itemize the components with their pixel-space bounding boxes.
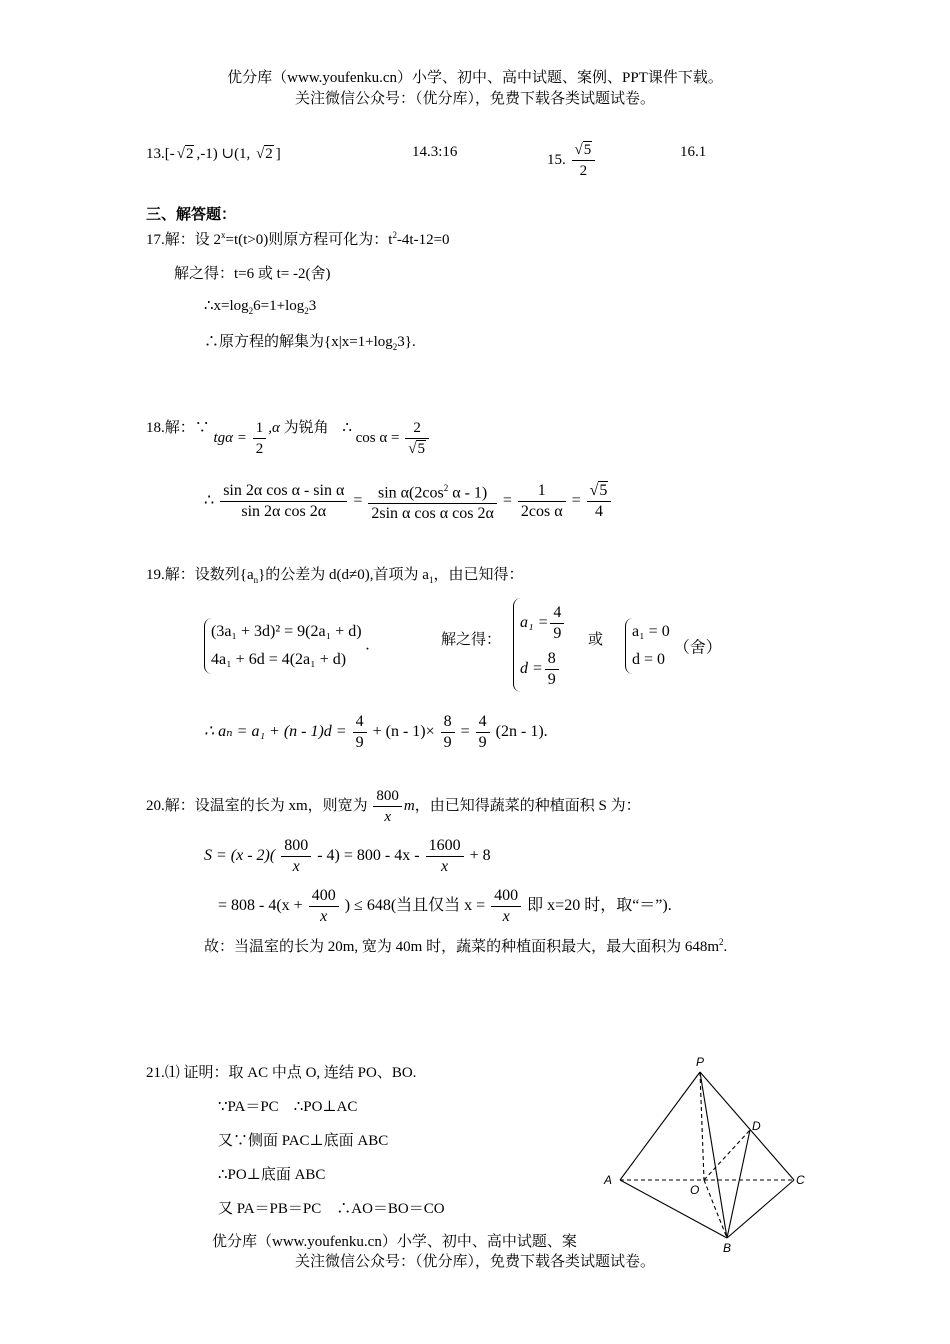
q21-line-4: ∴PO⊥底面 ABC [218, 1167, 326, 1183]
q21-line-2: ∵PA＝PC ∴PO⊥AC [218, 1099, 358, 1115]
label-B: B [723, 1241, 732, 1255]
q19-or: 或 [588, 632, 604, 648]
edge-AB [620, 1180, 727, 1238]
footer-line-1: 优分库（www.youfenku.cn）小学、初中、高中试题、案 [212, 1234, 577, 1250]
q21-line-5: 又 PA＝PB＝PC ∴AO＝BO＝CO [218, 1201, 445, 1217]
label-O: O [690, 1183, 700, 1197]
q19-general-term: ∴ aₙ = a₁ + (n - 1)d = $\frac{4}{9}$ + (n - 1)× $\frac{8}{9}$ = $\frac{4}{9}$ (2n - 1). [204, 713, 548, 751]
q17-line-4: ∴原方程的解集为$\{x|x=1+\log_23\}$. [204, 334, 416, 352]
answer-15: 15. $\frac{√5}{2}$ [547, 140, 597, 181]
label-D: D [752, 1119, 761, 1133]
q18-line-2: ∴ $\frac{\text{sin 2α cos α - sin α}}{\text{sin 2α cos 2α}}$ = $\frac{\sin \alpha(2\cos^2 \alpha - 1)}{\text{2sin α cos α cos 2α}}$ = $\frac{1}{\text{2cos α}}$ = $\frac{√5}{4}$ [204, 478, 613, 524]
label-P: P [696, 1055, 705, 1069]
footer-line-2: 关注微信公众号：（优分库），免费下载各类试题试卷。 [294, 1254, 655, 1270]
q17-line-3: $\therefore x=\log_26=1+\log_23$ [204, 298, 317, 316]
q20-conclusion: 故：当温室的长为 20m, 宽为 40m 时，蔬菜的种植面积最大，最大面积为 $648m^2$. [204, 937, 728, 955]
tetrahedron-figure [600, 1050, 810, 1260]
label-A: A [604, 1173, 613, 1187]
answer-13: 13.[- √2 ,-1) ∪(1, √2 ] [146, 146, 281, 162]
section-title: 三、解答题： [146, 207, 237, 223]
edge-PB [700, 1072, 727, 1238]
header-line-1: 优分库（www.youfenku.cn）小学、初中、高中试题、案例、PPT课件下载。 [227, 70, 723, 86]
answer-16: 16.1 [680, 144, 707, 160]
segment-PO-hidden [700, 1072, 704, 1180]
q19-solve-label: 解之得： [441, 632, 502, 648]
q21-line-1: 21.⑴ 证明：取 AC 中点 O, 连结 PO、BO. [146, 1065, 417, 1081]
q19-alt: a₁ = 0 d = 0 （舍） [625, 618, 722, 674]
edge-PA [620, 1072, 700, 1180]
q20-line-1: 20.解：设温室的长为 xm，则宽为 $\frac{800}{x}$ m，由已知得蔬菜的种植面积 S 为： [146, 788, 641, 825]
q20-line-3: = 808 - 4(x + $\frac{400}{x}$ ) ≤ 648(当且仅当 x = $\frac{400}{x}$ 即 x=20 时，取“＝”). [218, 887, 672, 925]
segment-OB-hidden [704, 1180, 727, 1238]
answer-14: 14.3:16 [412, 144, 458, 160]
q19-solution: a₁ = $\frac{4}{9}$ d = $\frac{8}{9}$ [513, 598, 566, 692]
edge-PC [700, 1072, 794, 1180]
q19-system: (3a₁ + 3d)² = 9(2a₁ + d) 4a₁ + 6d = 4(2a₁ + d) . [204, 618, 370, 674]
q19-line-1: 19.解：设数列$\{a_n\}$的公差为 d(d≠0),首项为 $a_1$，由已知得： [146, 567, 524, 585]
header-line-2: 关注微信公众号：（优分库），免费下载各类试题试卷。 [294, 91, 655, 107]
q20-line-2: S = (x - 2)( $\frac{800}{x}$ - 4) = 800 - 4x - $\frac{1600}{x}$ + 8 [204, 837, 491, 875]
q21-line-3: 又∵侧面 PAC⊥底面 ABC [218, 1133, 389, 1149]
q17-line-1: 17.解：设 $2^x=t(t>0)$则原方程可化为：$t^2-4t-12=0$ [146, 230, 450, 248]
q17-line-2: 解之得：t=6 或 t= -2(舍) [174, 266, 331, 282]
label-C: C [796, 1173, 805, 1187]
q18-line-1: 18.解：∵ tgα = $\frac{1}{2}$ ,α 为锐角 ∴ cos α = $\frac{2}{√5}$ [146, 398, 431, 459]
